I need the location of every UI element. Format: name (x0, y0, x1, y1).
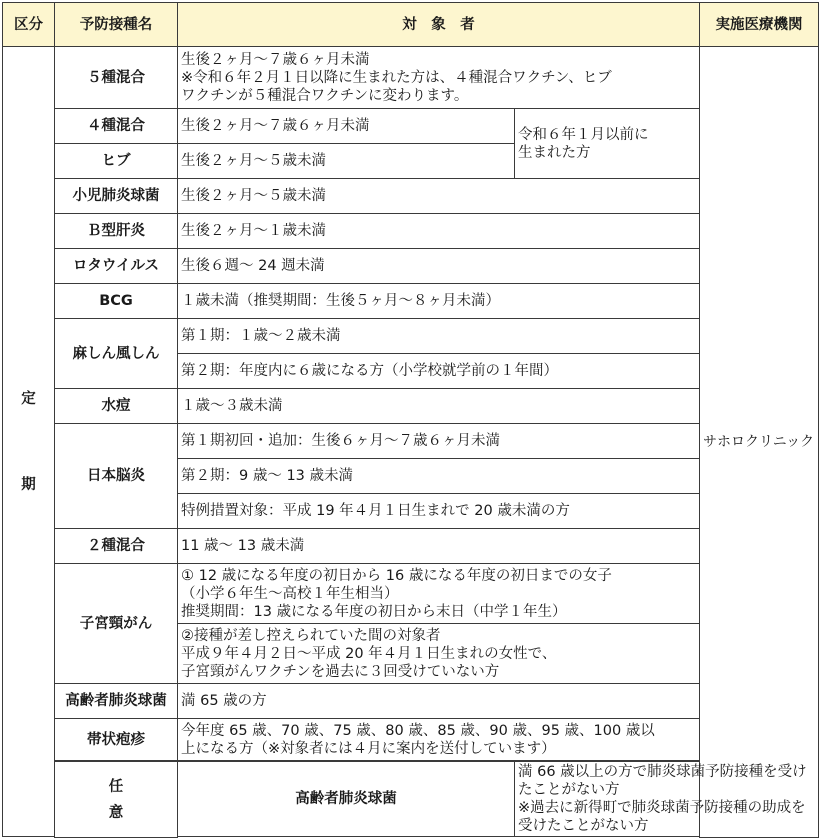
table-row (3, 529, 819, 564)
vaccine-name: ５種混合 (55, 47, 178, 109)
vaccine-name: 日本脳炎 (55, 424, 178, 529)
kubun-nini-char2: 意 (108, 804, 124, 821)
vaccine-name: ヒブ (55, 144, 178, 179)
table-row (3, 684, 819, 719)
vaccine-name: 高齢者肺炎球菌 (55, 684, 178, 719)
target-cell: 生後２ヶ月〜７歳６ヶ月未満 (178, 109, 515, 144)
target-line: ②接種が差し控えられていた間の対象者 (181, 627, 441, 644)
table-row (3, 249, 819, 284)
table-row (3, 109, 819, 144)
target-line: ※令和６年２月１日以降に生まれた方は、４種混合ワクチン、ヒブ (181, 69, 612, 86)
target-line: 今年度 65 歳、70 歳、75 歳、80 歳、85 歳、90 歳、95 歳、100 歳以 (181, 722, 655, 739)
target-cell (178, 719, 700, 761)
spacer-row (3, 837, 819, 838)
target-cell: 生後２ヶ月〜５歳未満 (178, 179, 700, 214)
target-line: 満 66 歳以上の方で肺炎球菌予防接種を受けたことがない方 (518, 764, 807, 798)
header-institution: 実施医療機関 (700, 3, 819, 47)
table-row (3, 214, 819, 249)
institution-cell: サホロクリニック (700, 47, 819, 838)
vaccine-name: ２種混合 (55, 529, 178, 564)
table-row (3, 47, 819, 109)
vaccination-table (2, 2, 819, 838)
target-line: 推奨期間：13 歳になる年度の初日から末日（中学１年生） (181, 603, 567, 620)
table-row (3, 284, 819, 319)
target-cell: 特例措置対象：平成 19 年４月１日生まれで 20 歳未満の方 (178, 494, 700, 529)
target-line: ① 12 歳になる年度の初日から 16 歳になる年度の初日までの女子 (181, 567, 612, 584)
target-cell (515, 762, 819, 837)
table-row (3, 719, 819, 761)
table-row (3, 179, 819, 214)
target-line: 生後２ヶ月〜７歳６ヶ月未満 (181, 51, 370, 68)
header-kubun: 区分 (3, 3, 55, 47)
vaccine-name: 高齢者肺炎球菌 (178, 762, 515, 837)
target-cell: 生後２ヶ月〜５歳未満 (178, 144, 515, 179)
table-row (3, 389, 819, 424)
target-line: （小学６年生〜高校１年生相当） (181, 585, 399, 602)
table-row (3, 762, 819, 837)
target-cell: １歳〜３歳未満 (178, 389, 700, 424)
vaccine-name: Ｂ型肝炎 (55, 214, 178, 249)
shared-note-line: 生まれた方 (518, 144, 591, 161)
target-cell: 第２期：9 歳〜 13 歳未満 (178, 459, 700, 494)
vaccine-name: BCG (55, 284, 178, 319)
target-line: 平成９年４月２日〜平成 20 年４月１日生まれの女性で、 (181, 645, 557, 662)
shared-note-line: 令和６年１月以前に (518, 126, 649, 143)
vaccine-name: ４種混合 (55, 109, 178, 144)
target-line: ワクチンが５種混合ワクチンに変わります。 (181, 87, 469, 104)
kubun-teiki-char1: 定 (21, 390, 36, 407)
target-cell: 生後２ヶ月〜１歳未満 (178, 214, 700, 249)
vaccine-name: 麻しん風しん (55, 319, 178, 389)
table-row (3, 319, 819, 354)
spacer-cell (3, 837, 515, 838)
header-target: 対 象 者 (178, 3, 700, 47)
vaccine-name: 子宮頸がん (55, 564, 178, 684)
target-cell: 第２期：年度内に６歳になる方（小学校就学前の１年間） (178, 354, 700, 389)
target-line: 上になる方（※対象者には４月に案内を送付しています） (181, 740, 556, 757)
kubun-nini (55, 762, 178, 838)
target-cell: 11 歳〜 13 歳未満 (178, 529, 700, 564)
target-line: 子宮頸がんワクチンを過去に３回受けていない方 (181, 663, 500, 680)
kubun-nini-char1: 任 (108, 778, 124, 795)
table-row (3, 424, 819, 459)
vaccine-name: 帯状疱疹 (55, 719, 178, 761)
header-row (3, 3, 819, 47)
shared-note-cell (515, 109, 700, 179)
vaccine-name: 小児肺炎球菌 (55, 179, 178, 214)
target-cell: 生後６週〜 24 週未満 (178, 249, 700, 284)
vaccine-name: ロタウイルス (55, 249, 178, 284)
kubun-teiki-char2: 期 (21, 476, 36, 493)
target-cell: 第１期初回・追加：生後６ヶ月〜７歳６ヶ月未満 (178, 424, 700, 459)
target-cell: 第１期：１歳〜２歳未満 (178, 319, 700, 354)
kubun-teiki (3, 47, 55, 837)
target-cell (178, 564, 700, 624)
table-row (3, 564, 819, 624)
vaccine-name: 水痘 (55, 389, 178, 424)
target-line: ※過去に新得町で肺炎球菌予防接種の助成を受けたことがない方 (518, 800, 806, 834)
target-cell (178, 624, 700, 684)
target-cell: １歳未満（推奨期間：生後５ヶ月〜８ヶ月未満） (178, 284, 700, 319)
target-cell (178, 47, 700, 109)
header-vaccine: 予防接種名 (55, 3, 178, 47)
target-cell: 満 65 歳の方 (178, 684, 700, 719)
